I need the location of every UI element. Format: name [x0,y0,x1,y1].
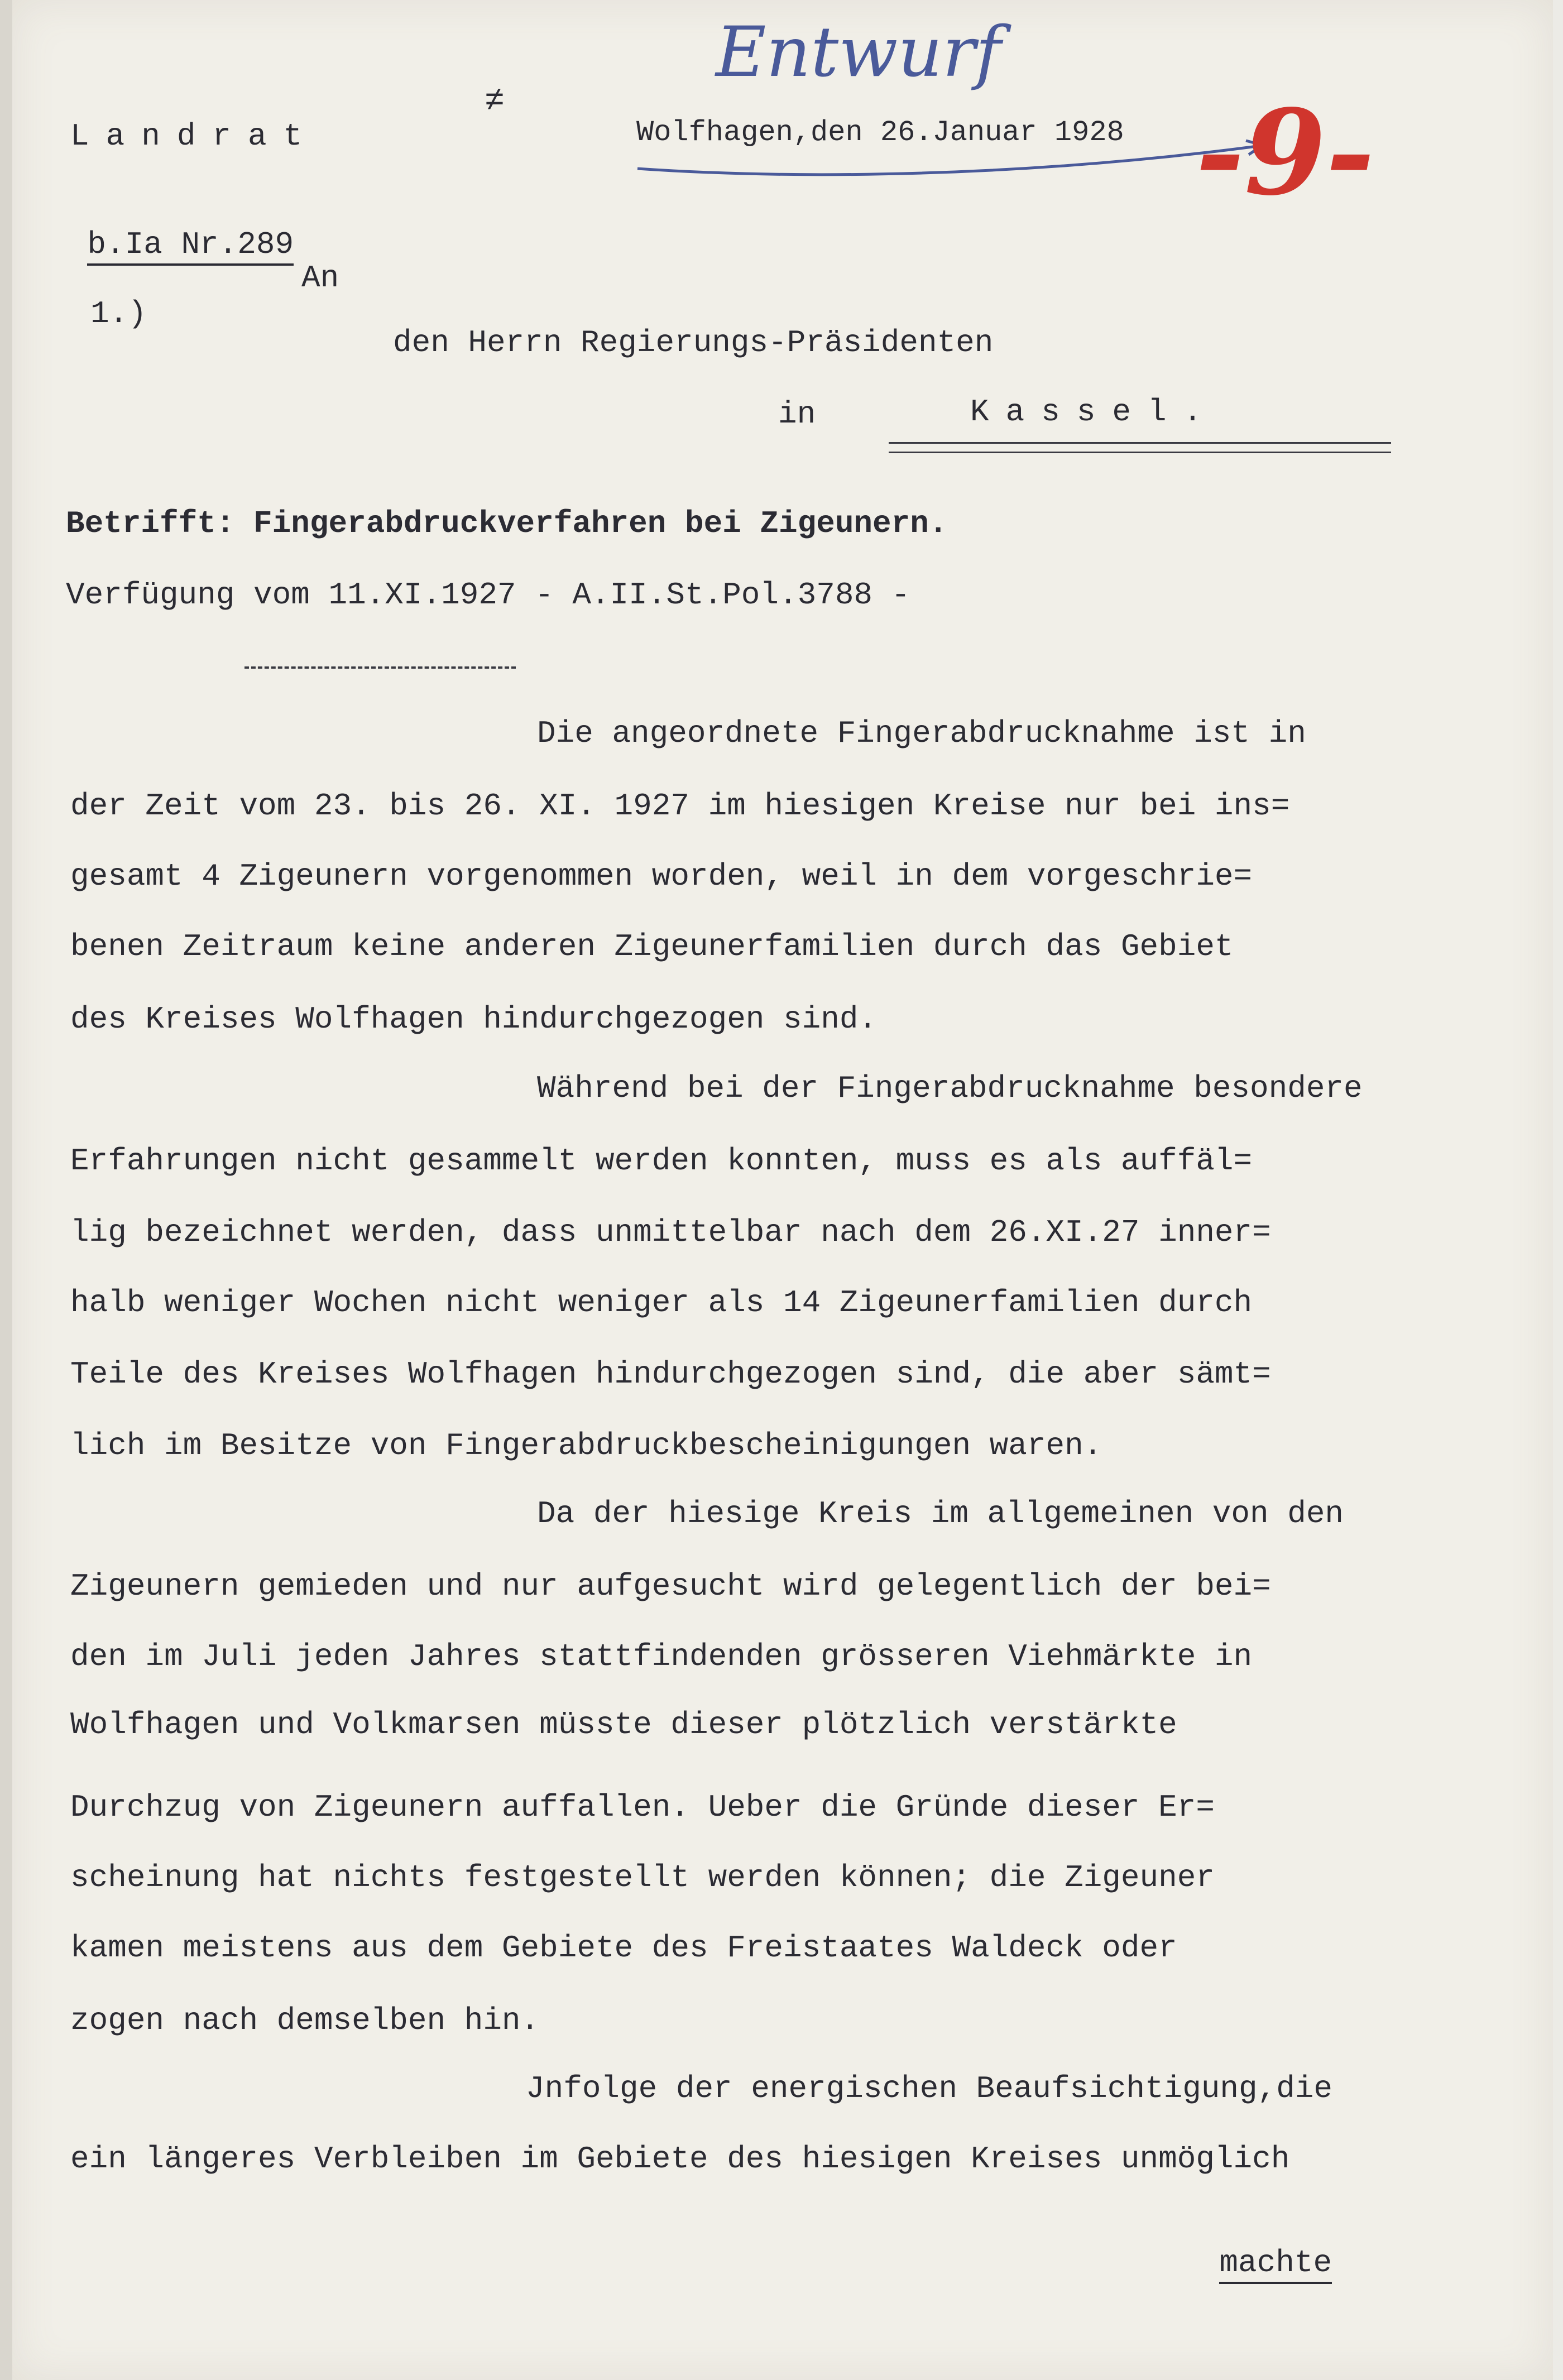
item-number: 1.) [90,296,147,332]
body-line: den im Juli jeden Jahres stattfindenden grösseren Viehmärkte in [70,1639,1253,1674]
body-line: Zigeunern gemieden und nur aufgesucht wird gelegentlich der bei= [70,1568,1271,1604]
body-line: Wolfhagen und Volkmarsen müsste dieser plötzlich verstärkte [70,1707,1177,1743]
body-line: lig bezeichnet werden, dass unmittelbar nach dem 26.XI.27 inner= [70,1215,1271,1250]
reference-line: Verfügung vom 11.XI.1927 - A.II.St.Pol.3788 - [66,577,910,613]
body-line: Da der hiesige Kreis im allgemeinen von den [537,1496,1344,1532]
body-line: Erfahrungen nicht gesammelt werden konnten, muss es als auffäl= [70,1143,1253,1179]
body-line: scheinung hat nichts festgestellt werden können; die Zigeuner [70,1860,1215,1896]
reference-number [12,191,294,298]
body-line: halb weniger Wochen nicht weniger als 14 Zigeunerfamilien durch [70,1285,1253,1321]
body-line: lich im Besitze von Fingerabdruckbescheinigungen waren. [70,1428,1102,1463]
body-line: des Kreises Wolfhagen hindurchgezogen sind. [70,1001,878,1037]
body-line: Die angeordnete Fingerabdrucknahme ist in [537,716,1306,751]
body-line: zogen nach demselben hin. [70,2003,540,2038]
catchword [1144,2209,1332,2316]
check-mark: ≠ [485,83,505,121]
in-label: in [778,396,816,432]
page-mark: -9- [1196,84,1375,222]
body-line: Jnfolge der energischen Beaufsichtigung,die [526,2071,1333,2107]
body-line: Teile des Kreises Wolfhagen hindurchgezogen sind, die aber sämt= [70,1356,1271,1392]
body-line: Während bei der Fingerabdrucknahme besondere [537,1071,1363,1106]
body-line: gesamt 4 Zigeunern vorgenommen worden, weil in dem vorgeschrie= [70,858,1253,894]
handwritten-underline [632,124,1274,185]
document-page [12,0,1553,2380]
body-line: benen Zeitraum keine anderen Zigeunerfamilien durch das Gebiet [70,929,1234,965]
city-double-underline [889,442,1391,453]
catchword-text: machte [1219,2245,1332,2284]
sender: Landrat [70,118,319,154]
body-line: Durchzug von Zigeunern auffallen. Ueber die Gründe dieser Er= [70,1789,1215,1825]
separator [244,666,516,669]
handwritten-note: Entwurf [716,12,1001,93]
reference-text: b.Ia Nr.289 [87,227,294,266]
body-line: der Zeit vom 23. bis 26. XI. 1927 im hiesigen Kreise nur bei ins= [70,788,1290,824]
city: Kassel. [970,394,1219,430]
scan-edge [0,0,12,2380]
place-date: Wolfhagen,den 26.Januar 1928 [636,116,1124,149]
subject-line: Betrifft: Fingerabdruckverfahren bei Zigeunern. [66,506,948,541]
recipient: den Herrn Regierungs-Präsidenten [393,325,994,361]
to-label: An [301,260,339,296]
body-line: kamen meistens aus dem Gebiete des Freistaates Waldeck oder [70,1930,1177,1966]
body-line: ein längeres Verbleiben im Gebiete des hiesigen Kreises unmöglich [70,2141,1290,2177]
